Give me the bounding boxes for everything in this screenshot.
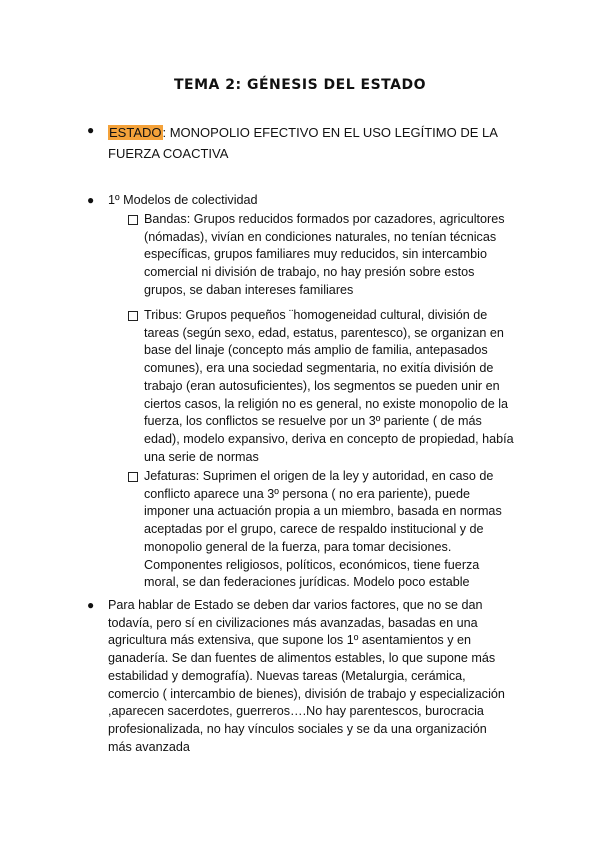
models-heading: 1º Modelos de colectividad: [108, 193, 258, 207]
text-line: Para hablar de Estado se deben dar varios factores, que no se dan: [108, 598, 483, 612]
text-line: tareas (según sexo, edad, estatus, parentesco), se organizan en: [144, 325, 504, 340]
definition-bullet: [87, 122, 528, 164]
highlighted-term: ESTADO: [109, 125, 162, 140]
text-line: imponer una actuación propia a un miembro, basada en normas: [144, 504, 502, 519]
text-line: Componentes religiosos, políticos, económicos, tiene fuerza: [144, 557, 480, 572]
checkbox-icon: [128, 311, 138, 321]
text-line: una serie de normas: [144, 449, 259, 464]
state-factors-bullet: [87, 597, 528, 756]
text-line: Bandas: Grupos reducidos formados por cazadores, agricultores: [144, 212, 505, 226]
bullet-icon: ●: [87, 123, 95, 137]
models-bullet: [87, 192, 528, 210]
definition-line-2: FUERZA COACTIVA: [108, 146, 229, 161]
text-line: edad), modelo expansivo, deriva en concepto de propiedad, había: [144, 431, 514, 446]
text-line: ciertos casos, la religión no es general, no existe monopolio de la: [144, 396, 509, 411]
text-line: todavía, pero sí en civilizaciones más avanzadas, basadas en una: [108, 615, 478, 630]
text-line: aceptadas por el grupo, carece de respaldo institucional y de: [144, 522, 484, 537]
text-line: fuerza, los conflictos se resuelve por un 3º pariente ( de más: [144, 414, 482, 429]
model-item-tribus: [144, 307, 524, 466]
text-line: específicas, grupos familiares muy reducidos, sin intercambio: [144, 247, 487, 262]
text-line: moral, se dan federaciones jurídicas. Modelo poco estable: [144, 575, 470, 590]
text-line: agricultura más extensiva, que supone los 1º asentamientos y en: [108, 633, 472, 648]
text-line: Tribus: Grupos pequeños ¨homogeneidad cultural, división de: [144, 308, 488, 322]
text-line: comunes), era una sociedad segmentaria, no exitía división de: [144, 361, 494, 376]
text-line: (nómadas), vivían en condiciones naturales, no tenían técnicas: [144, 229, 497, 244]
page-title: TEMA 2: GÉNESIS DEL ESTADO: [174, 77, 426, 93]
text-line: profesionalizada, no hay vínculos sociales y se da una organización: [108, 721, 487, 736]
text-line: trabajo (eran autosuficientes), los segmentos se pueden unir en: [144, 378, 500, 393]
text-line: Jefaturas: Suprimen el origen de la ley y autoridad, en caso de: [144, 469, 494, 483]
text-line: conflicto aparece una 3º persona ( no era pariente), puede: [144, 486, 470, 501]
checkbox-icon: [128, 215, 138, 225]
text-line: base del linaje (concepto más amplio de familia, antepasados: [144, 343, 488, 358]
model-item-jefaturas: [144, 468, 524, 592]
bullet-icon: ●: [87, 193, 95, 207]
text-line: grupos, se daban intereses familiares: [144, 282, 354, 297]
bullet-icon: ●: [87, 598, 95, 612]
text-line: ganadería. Se dan fuentes de alimentos estables, lo que supone más: [108, 651, 496, 666]
text-line: comercio ( intercambio de bienes), división de trabajo y especialización: [108, 686, 505, 701]
text-line: ,aparecen sacerdotes, guerreros….No hay parentescos, burocracia: [108, 704, 484, 719]
checkbox-icon: [128, 472, 138, 482]
text-line: más avanzada: [108, 739, 190, 754]
text-line: comercial ni división de trabajo, no hay presión sobre estos: [144, 265, 475, 280]
definition-line-1: [108, 122, 528, 143]
text-line: monopolio general de la fuerza, para tomar decisiones.: [144, 539, 452, 554]
text-line: estabilidad y demografía). Nuevas tareas (Metalurgia, cerámica,: [108, 668, 466, 683]
definition-text-1: : MONOPOLIO EFECTIVO EN EL USO LEGÍTIMO DE LA: [162, 125, 498, 140]
model-item-bandas: [144, 211, 524, 300]
